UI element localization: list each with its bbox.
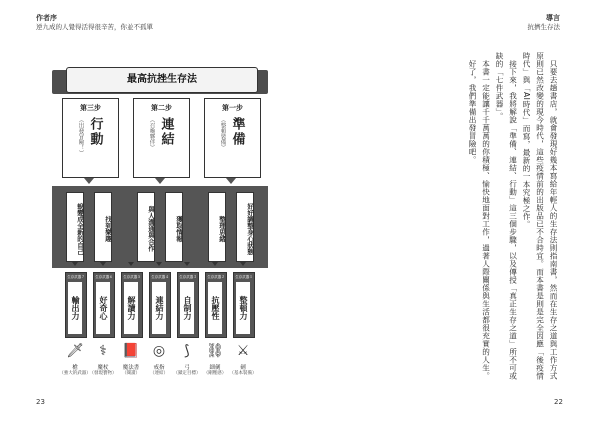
action-box: 蛻變成全新的自己 bbox=[66, 192, 84, 262]
left-running-header bbox=[36, 14, 153, 32]
item-name: 弓 bbox=[184, 365, 190, 371]
arrow-down-icon bbox=[128, 262, 134, 266]
weapon-card bbox=[121, 272, 143, 338]
step-sub: （整頓裝備） bbox=[219, 117, 226, 150]
item-desc: （強大的武器） bbox=[59, 371, 91, 376]
item-desc: （鎖定目標） bbox=[173, 371, 201, 376]
item-desc: （基本裝備） bbox=[229, 371, 257, 376]
step-box-2 bbox=[133, 98, 190, 178]
item-name: 劍 bbox=[240, 365, 246, 371]
action-box: 與人溝通與合作 bbox=[137, 192, 155, 262]
weapon-card bbox=[93, 272, 115, 338]
body-text bbox=[466, 52, 561, 382]
weapon-name: 輸出力 bbox=[68, 282, 82, 334]
arrow-down-icon bbox=[100, 262, 106, 266]
item-name: 魔杖 bbox=[97, 365, 109, 371]
arrow-down-icon bbox=[240, 262, 246, 266]
step-box-3 bbox=[62, 98, 119, 178]
page-number-right: 22 bbox=[554, 398, 563, 406]
step-sub: （出發冒險！） bbox=[77, 117, 84, 156]
weapon-card bbox=[149, 272, 171, 338]
weapon-name: 抗壓性 bbox=[208, 282, 222, 334]
paragraph: 本書一定能讓千千萬萬的你積極、愉快地面對工作，過著人際關係與生活都很充實的人生。 bbox=[481, 52, 491, 380]
weapon-card bbox=[177, 272, 199, 338]
weapon-tag: 生存武器６ bbox=[95, 275, 113, 279]
sword-icon: ⚔ bbox=[236, 343, 250, 359]
right-running-header bbox=[528, 14, 561, 32]
weapon-card bbox=[233, 272, 255, 338]
weapon-name: 好奇心 bbox=[96, 282, 110, 334]
step-label: 第三步 bbox=[80, 104, 101, 112]
arrow-down-icon bbox=[184, 262, 190, 266]
weapon-tag: 生存武器３ bbox=[179, 275, 197, 279]
weapon-tag: 生存武器１ bbox=[235, 275, 253, 279]
item-desc: （閱讀） bbox=[122, 371, 140, 376]
item-desc: （發現寶物） bbox=[89, 371, 117, 376]
step-box-1 bbox=[204, 98, 261, 178]
weapon-name: 自制力 bbox=[180, 282, 194, 334]
item-name: 細劍 bbox=[209, 365, 221, 371]
ring-icon: ◎ bbox=[152, 343, 166, 359]
paragraph: 接下來，我將解說「準備、連結、行動」這三個步驟，以及傳授「真正生存之道」所不可或缺的「七件武器」。 bbox=[495, 52, 518, 380]
arrow-down-icon bbox=[226, 178, 236, 184]
left-header-title: 作者序 bbox=[36, 14, 57, 22]
item-desc: （連結） bbox=[150, 371, 168, 376]
action-box: 好好調整身心狀態 bbox=[236, 192, 254, 262]
item-name: 槍 bbox=[72, 365, 78, 371]
weapon-card bbox=[205, 272, 227, 338]
step-sub: （召喚夥伴） bbox=[148, 117, 155, 150]
weapon-tag: 生存武器４ bbox=[151, 275, 169, 279]
step-title: 連結 bbox=[158, 117, 174, 147]
step-label: 第二步 bbox=[151, 104, 172, 112]
paragraph: 好了，我們準備出發冒險吧。 bbox=[468, 52, 477, 164]
weapon-name: 解讀力 bbox=[124, 282, 138, 334]
item-desc: （剛壓感） bbox=[203, 371, 227, 376]
item-name: 戒指 bbox=[153, 365, 165, 371]
right-header-subtitle: 抗擠生存法 bbox=[527, 23, 560, 31]
spear-icon: 🗡 bbox=[66, 343, 84, 359]
arrow-down-icon bbox=[72, 262, 78, 266]
spellbook-icon: 📕 bbox=[122, 343, 140, 359]
action-box: 獲取情報 bbox=[165, 192, 183, 262]
item-name: 魔法書 bbox=[122, 365, 140, 371]
wand-icon: ⚕ bbox=[99, 343, 107, 359]
paragraph: 只要去趟書店，就會發現好幾本寫給年輕人的生存法則指南書，然而在生存之道與工作方式原則已然改變的現今時代，這些疫情前的出版品已不合時宜。而本書是則是完全因應「後疫情時代」與「AI時代」而寫，最新的一本究極之作。 bbox=[522, 52, 558, 380]
arrow-down-icon bbox=[155, 178, 165, 184]
arrow-down-icon bbox=[156, 262, 162, 266]
arrow-down-icon bbox=[212, 262, 218, 266]
action-box: 找到樂趣 bbox=[94, 192, 112, 262]
weapon-name: 連結力 bbox=[152, 282, 166, 334]
bow-icon: ⟆ bbox=[184, 343, 190, 359]
page-number-left: 23 bbox=[36, 398, 45, 406]
weapon-tag: 生存武器２ bbox=[207, 275, 225, 279]
weapon-card bbox=[65, 272, 87, 338]
weapon-tag: 生存武器７ bbox=[67, 275, 85, 279]
weapon-name: 整頓力 bbox=[236, 282, 250, 334]
weapon-tag: 生存武器５ bbox=[123, 275, 141, 279]
right-header-title: 導言 bbox=[546, 14, 560, 22]
diagram-title: 最高抗挫生存法 bbox=[66, 67, 258, 93]
left-header-subtitle: 逆九成的人覺得活得很辛苦，你並不孤單 bbox=[36, 23, 153, 31]
step-title: 準備 bbox=[229, 117, 245, 147]
action-box: 整理思緒 bbox=[208, 192, 226, 262]
rapier-icon: ⛓ bbox=[206, 343, 224, 359]
arrow-down-icon bbox=[84, 178, 94, 184]
step-title: 行動 bbox=[87, 117, 103, 147]
step-label: 第一步 bbox=[222, 104, 243, 112]
